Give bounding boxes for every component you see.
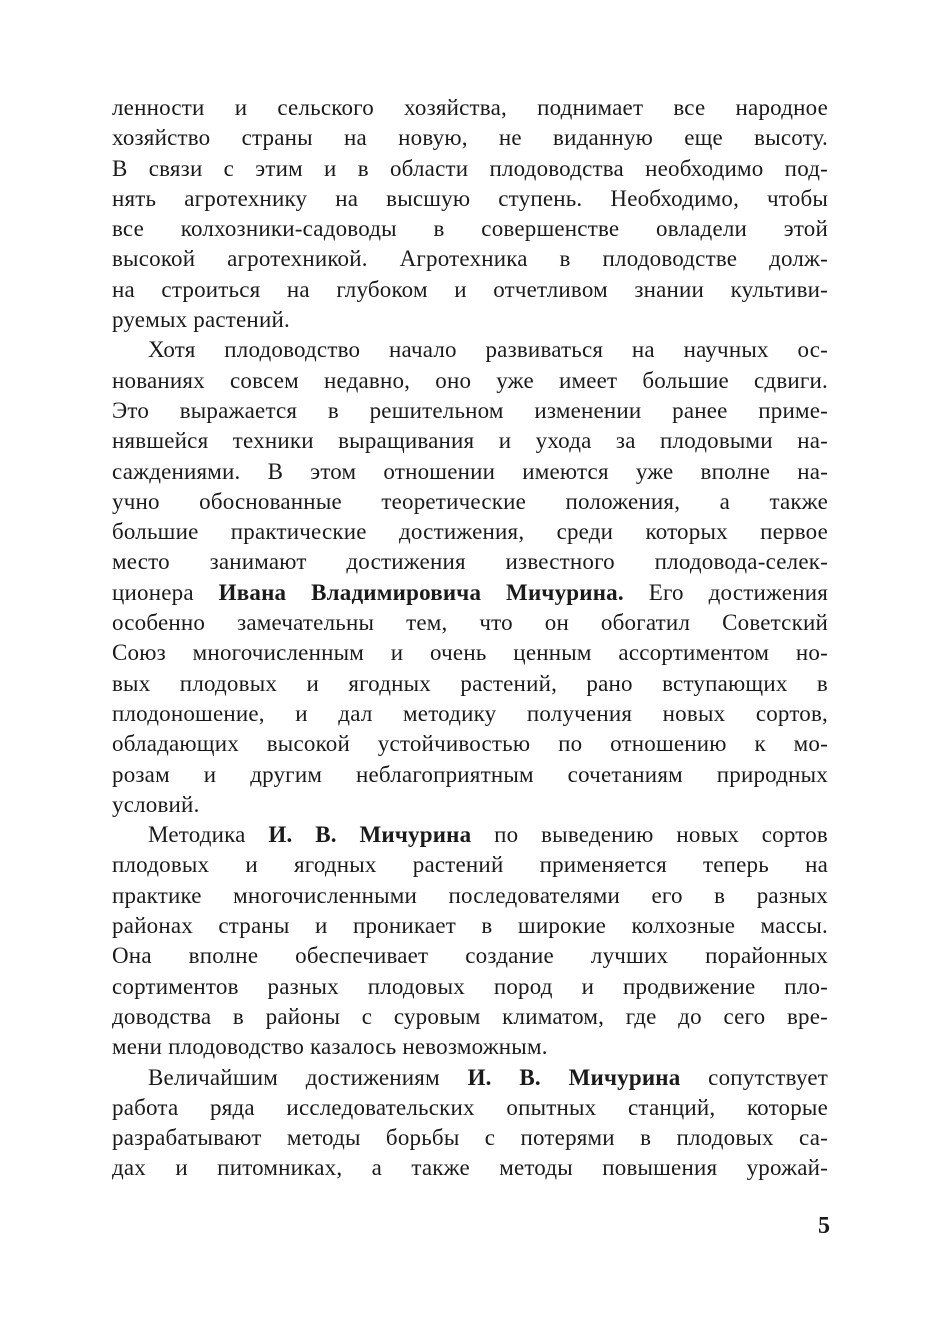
text-line: ленности и сельского хозяйства, поднимает все народное bbox=[112, 95, 828, 120]
text-line bbox=[112, 1063, 828, 1093]
text-line: мени плодоводство казалось невозможным. bbox=[112, 1034, 548, 1060]
text-line: вых плодовых и ягодных растений, рано вступающих в bbox=[112, 670, 828, 696]
text-line: дах и питомниках, а также методы повышения урожай- bbox=[112, 1155, 828, 1181]
text-line: плодоношение, и дал методику получения новых сортов, bbox=[112, 700, 828, 726]
text-line: Она вполне обеспечивает создание лучших порайонных bbox=[112, 943, 828, 969]
text-fragment: Величайшим достижениям bbox=[148, 1064, 468, 1090]
text-fragment: сопутствует bbox=[680, 1064, 829, 1090]
bold-name: И. В. Мичурина bbox=[467, 1064, 681, 1090]
text-line: условий. bbox=[112, 791, 200, 817]
text-line bbox=[112, 820, 828, 850]
text-fragment: Методика bbox=[148, 822, 269, 848]
text-line: В связи с этим и в области плодоводства необходимо под- bbox=[112, 155, 828, 181]
bold-name: И. В. Мичурина bbox=[268, 822, 472, 848]
text-line: доводства в районы с суровым климатом, где до сего вре- bbox=[112, 1003, 828, 1029]
text-fragment: по выведению новых сортов bbox=[471, 822, 828, 848]
text-line: саждениями. В этом отношении имеются уже вполне на- bbox=[112, 458, 828, 484]
text-line: высокой агротехникой. Агротехника в плодоводстве долж- bbox=[112, 246, 828, 272]
text-line: нованиях совсем недавно, оно уже имеет большие сдвиги. bbox=[112, 367, 828, 393]
text-line: практике многочисленными последователями его в разных bbox=[112, 882, 828, 908]
text-line: районах страны и проникает в широкие колхозные массы. bbox=[112, 913, 828, 939]
text-line: Это выражается в решительном изменении ранее приме- bbox=[112, 397, 828, 423]
text-line: место занимают достижения известного плодовода-селек- bbox=[112, 549, 828, 575]
text-line: розам и другим неблагоприятным сочетаниям природных bbox=[112, 761, 828, 787]
text-line: на строиться на глубоком и отчетливом знании культиви- bbox=[112, 276, 828, 302]
text-line: руемых растений. bbox=[112, 307, 290, 333]
body-text bbox=[112, 93, 828, 1184]
text-line: все колхозники-садоводы в совершенстве овладели этой bbox=[112, 216, 828, 242]
text-line: особенно замечательны тем, что он обогатил Советский bbox=[112, 610, 828, 636]
text-line: сортиментов разных плодовых пород и продвижение пло- bbox=[112, 973, 828, 999]
page-number: 5 bbox=[818, 1213, 830, 1239]
text-line: нявшейся техники выращивания и ухода за плодовыми на- bbox=[112, 428, 828, 454]
text-line: учно обоснованные теоретические положения, а также bbox=[112, 488, 828, 514]
bold-name: Ивана Владимировича Мичурина. bbox=[218, 579, 624, 605]
text-line: Хотя плодоводство начало развиваться на научных ос- bbox=[148, 337, 828, 363]
text-line: обладающих высокой устойчивостью по отношению к мо- bbox=[112, 731, 828, 757]
text-line: разрабатывают методы борьбы с потерями в плодовых са- bbox=[112, 1125, 828, 1151]
text-line: плодовых и ягодных растений применяется теперь на bbox=[112, 852, 828, 878]
text-line bbox=[112, 578, 828, 608]
text-fragment: ционера bbox=[112, 579, 219, 605]
text-line: нять агротехнику на высшую ступень. Необходимо, чтобы bbox=[112, 185, 828, 211]
text-line: хозяйство страны на новую, не виданную еще высоту. bbox=[112, 125, 828, 151]
text-fragment: Его достижения bbox=[623, 579, 828, 605]
text-line: Союз многочисленным и очень ценным ассортиментом но- bbox=[112, 640, 828, 666]
text-line: большие практические достижения, среди которых первое bbox=[112, 519, 828, 545]
text-line: работа ряда исследовательских опытных станций, которые bbox=[112, 1094, 828, 1120]
